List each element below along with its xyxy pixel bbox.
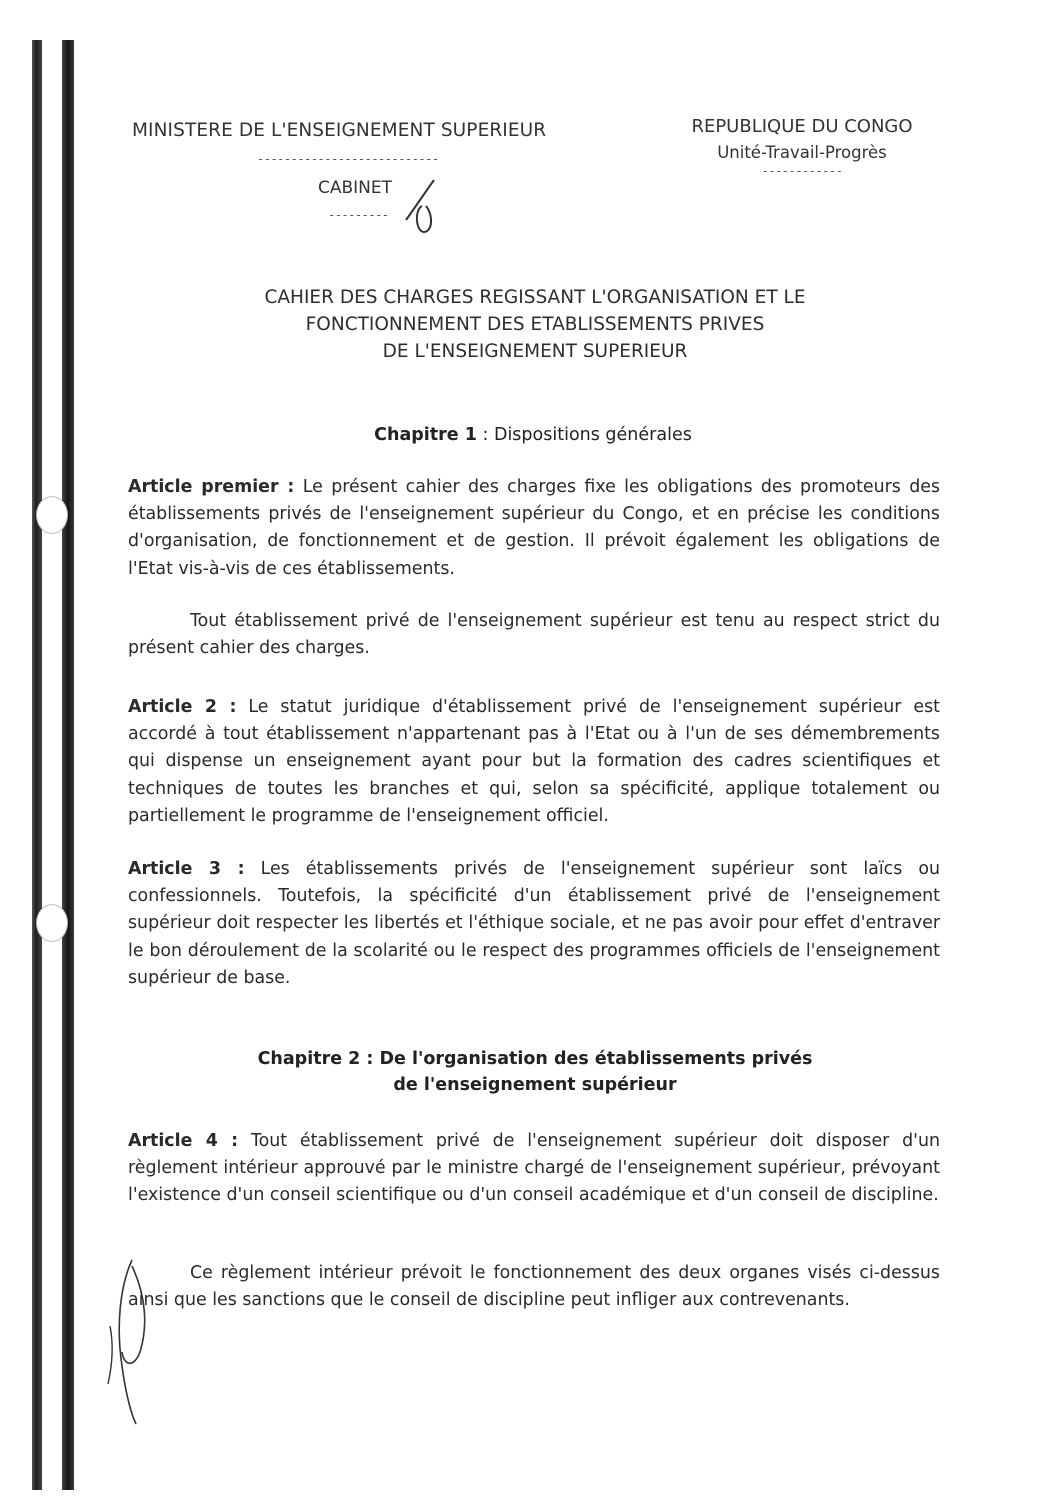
title-line-1: CAHIER DES CHARGES REGISSANT L'ORGANISATION ET LE — [264, 287, 806, 308]
chapter-2-line-2: de l'enseignement supérieur — [393, 1075, 677, 1095]
ministry-separator: --------------------------- — [257, 152, 439, 166]
republic-name: REPUBLIQUE DU CONGO — [691, 116, 913, 137]
chapter-2-heading — [120, 1046, 950, 1098]
handwritten-mark-icon — [394, 176, 444, 240]
article-4-paragraph-2: Ce règlement intérieur prévoit le fonctionnement des deux organes visés ci-dessus ainsi que les sanctions que le conseil de discipline peut infliger aux contrevenants. — [128, 1263, 940, 1311]
republic-separator: ------------ — [761, 164, 843, 178]
title-line-3: DE L'ENSEIGNEMENT SUPERIEUR — [382, 341, 688, 362]
punch-hole-bottom — [36, 904, 68, 942]
cabinet-separator: --------- — [328, 208, 389, 222]
article-4-label: Article 4 : — [128, 1131, 239, 1151]
article-4-text: Tout établissement privé de l'enseignement supérieur doit disposer d'un règlement intérieur approuvé par le ministre chargé de l'enseignement supérieur, prévoyant l'existence d'un conseil scientifique ou d'un conseil académique et d'un conseil de discipline. — [128, 1131, 940, 1206]
article-2-label: Article 2 : — [128, 697, 237, 717]
national-motto: Unité-Travail-Progrès — [717, 143, 887, 162]
article-premier-text: Le présent cahier des charges fixe les obligations des promoteurs des établissements privés de l'enseignement supérieur du Congo, et en précise les conditions d'organisation, de fonctionnement et de gestion. Il prévoit également les obligations de l'Etat vis-à-vis de ces établissements. — [128, 477, 940, 579]
article-premier-label: Article premier : — [128, 477, 295, 497]
handwritten-initials-icon — [102, 1256, 162, 1426]
binding-bar-left — [32, 40, 42, 1490]
article-3 — [128, 856, 940, 992]
article-3-text: Les établissements privés de l'enseignement supérieur sont laïcs ou confessionnels. Toutefois, la spécificité d'un établissement privé de l'enseignement supérieur doit respecter les libertés et l'éthique sociale, et ne pas avoir pour effet d'entraver le bon déroulement de la scolarité ou le respect des programmes officiels de l'enseignement supérieur de base. — [128, 859, 940, 988]
document-title — [120, 284, 950, 365]
chapter-2-line-1: Chapitre 2 : De l'organisation des établissements privés — [257, 1049, 813, 1069]
article-3-label: Article 3 : — [128, 859, 245, 879]
article-2 — [128, 694, 940, 830]
chapter-1-heading — [118, 422, 948, 448]
chapter-1-title: : Dispositions générales — [476, 425, 692, 445]
chapter-1-label: Chapitre 1 — [374, 425, 477, 445]
header-ministry-block — [132, 120, 592, 222]
punch-hole-top — [36, 496, 68, 534]
cabinet-label: CABINET — [318, 178, 393, 198]
article-premier-paragraph-2: Tout établissement privé de l'enseignement supérieur est tenu au respect strict du présent cahier des charges. — [128, 611, 940, 659]
scan-binding-strip — [28, 40, 78, 1490]
article-2-text: Le statut juridique d'établissement privé de l'enseignement supérieur est accordé à tout établissement n'appartenant pas à l'Etat ou à l'un de ses démembrements qui dispense un enseignement ayant pour but la formation des cadres scientifiques et techniques de toutes les branches et qui, selon sa spécificité, applique totalement ou partiellement le programme de l'enseignement officiel. — [128, 697, 940, 826]
title-line-2: FONCTIONNEMENT DES ETABLISSEMENTS PRIVES — [305, 314, 765, 335]
article-premier — [128, 474, 940, 583]
binding-bar-right — [62, 40, 74, 1490]
ministry-name: MINISTERE DE L'ENSEIGNEMENT SUPERIEUR — [132, 120, 547, 141]
header-republic-block — [672, 116, 932, 178]
article-4 — [128, 1128, 940, 1210]
